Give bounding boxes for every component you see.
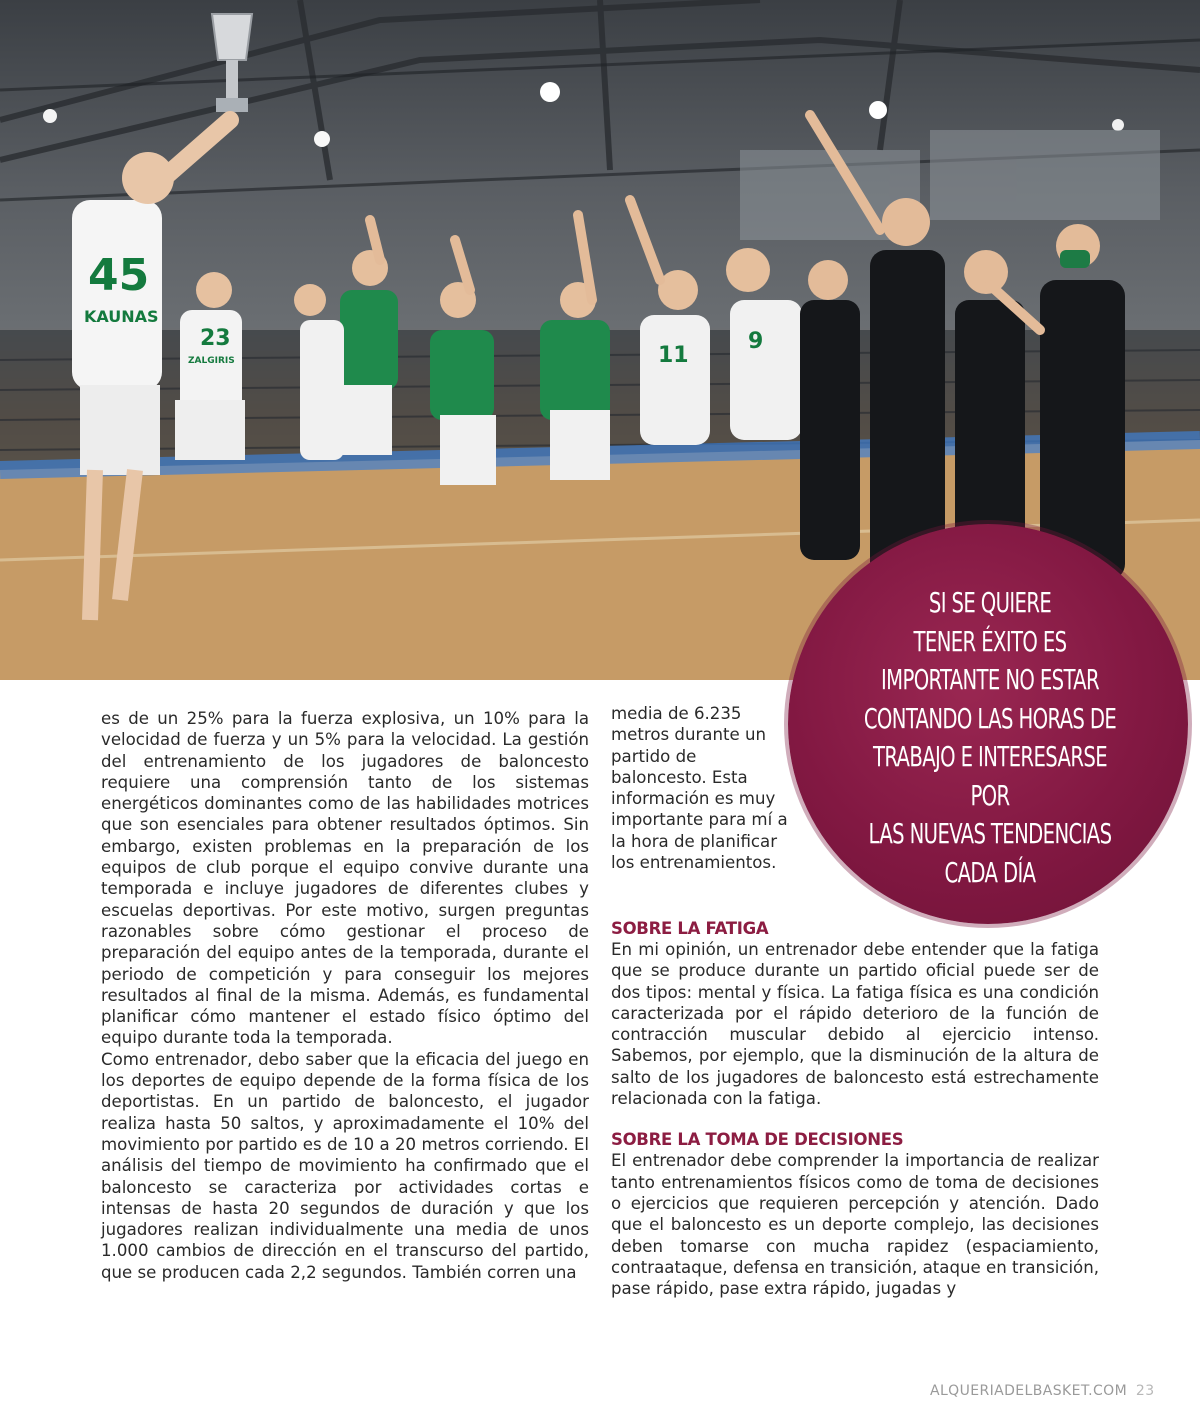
footer-site: ALQUERIADELBASKET.COM <box>930 1383 1128 1399</box>
section-heading-decisiones: SOBRE LA TOMA DE DECISIONES <box>611 1130 904 1150</box>
svg-text:45: 45 <box>88 250 150 301</box>
right-column <box>611 918 1099 1299</box>
middle-column <box>611 703 791 873</box>
pull-quote-line: LAS NUEVAS TENDENCIAS <box>868 817 1112 850</box>
body-paragraph: es de un 25% para la fuerza explosiva, un 10% para la velocidad de fuerza y un 5% para la velocidad. La gestión del entrenamiento de los jugadores de baloncesto requiere una comprensión tanto de los sistemas energéticos dominantes como de las habilidades motrices que son esenciales para obtener resultados óptimos. Sin embargo, existen problemas en la preparación de los equipos de club porque el equipo convive durante una temporada e incluye jugadores de diferentes clubes y escuelas deportivas. Por este motivo, surgen preguntas razonables sobre cómo gestionar el proceso de preparación del equipo antes de la temporada, durante el periodo de competición y para conseguir los mejores resultados al final de la misma. Además, es fundamental planificar cómo mantener el estado físico óptimo del equipo durante toda la temporada. <box>101 709 589 1048</box>
pull-quote-line: SI SE QUIERE <box>928 586 1052 619</box>
svg-text:9: 9 <box>748 329 764 354</box>
svg-text:ZALGIRIS: ZALGIRIS <box>188 356 235 366</box>
svg-text:KAUNAS: KAUNAS <box>84 307 159 326</box>
svg-text:11: 11 <box>658 343 689 368</box>
left-column <box>101 708 589 1283</box>
body-paragraph: media de 6.235 metros durante un partido de baloncesto. Esta información es muy importante para mí a la hora de planificar los entrenamientos. <box>611 704 788 873</box>
page-number: 23 <box>1135 1383 1155 1399</box>
pull-quote-text <box>857 584 1122 892</box>
pull-quote-line: TRABAJO E INTERESARSE POR <box>873 740 1107 812</box>
svg-text:23: 23 <box>200 326 231 351</box>
page-footer <box>930 1383 1155 1399</box>
section-heading-fatiga: SOBRE LA FATIGA <box>611 919 769 938</box>
pull-quote-line: CADA DÍA <box>944 855 1036 889</box>
pull-quote-line: TENER ÉXITO ES <box>913 624 1067 658</box>
pull-quote-line: IMPORTANTE NO ESTAR <box>880 663 1100 696</box>
body-paragraph: En mi opinión, un entrenador debe entender que la fatiga que se produce durante un partido oficial puede ser de dos tipos: mental y física. La fatiga física es una condición caracterizada por el rápido deterioro de la función de contracción muscular debido al ejercicio intenso. Sabemos, por ejemplo, que la disminución de la altura de salto de los jugadores de baloncesto está estrechamente relacionada con la fatiga. <box>611 940 1099 1109</box>
body-paragraph: Como entrenador, debo saber que la eficacia del juego en los deportes de equipo depende de la forma física de los deportistas. En un partido de baloncesto, el jugador realiza hasta 50 saltos, y aproximadamente el 10% del movimiento por partido es de 10 a 20 metros corriendo. El análisis del tiempo de movimiento ha confirmado que el baloncesto se caracteriza por actividades cortas e intensas de hasta 20 segundos de duración y que los jugadores realizan individualmente una media de unos 1.000 cambios de dirección en el transcurso del partido, que se producen cada 2,2 segundos. También corren una <box>101 1049 589 1282</box>
body-paragraph: El entrenador debe comprender la importancia de realizar tanto entrenamientos físicos como de toma de decisiones o ejercicios que requieren percepción y atención. Dado que el baloncesto es un deporte complejo, las decisiones deben tomarse con mucha rapidez (espaciamiento, contraataque, defensa en transición, ataque en transición, pase rápido, pase extra rápido, jugadas y <box>611 1151 1099 1299</box>
pull-quote-line: CONTANDO LAS HORAS DE <box>863 701 1117 735</box>
